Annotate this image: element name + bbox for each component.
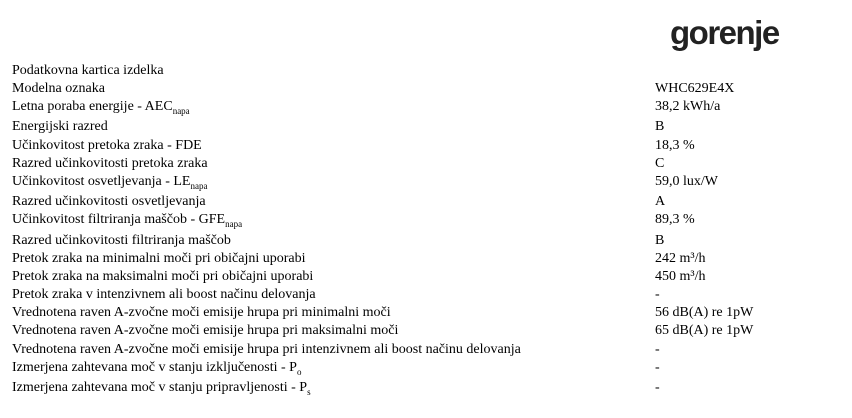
- row-value: -: [655, 380, 660, 395]
- row-label: Učinkovitost osvetljevanja - $LE_{napa}$: [12, 173, 208, 191]
- row-label: Energijski razred: [12, 119, 108, 135]
- table-row: [12, 80, 842, 98]
- row-value: 18,3 %: [655, 137, 695, 153]
- document-title: Podatkovna kartica izdelka: [12, 63, 164, 78]
- row-value: B: [655, 119, 665, 135]
- table-row: [12, 211, 842, 231]
- row-value: A: [655, 194, 666, 210]
- table-row: [12, 304, 842, 322]
- row-label: Pretok zraka na minimalni moči pri običajni uporabi: [12, 250, 306, 266]
- table-row: [12, 98, 842, 118]
- row-value: 242 m³/h: [655, 250, 706, 266]
- row-label: Izmerjena zahtevana moč v stanju pripravljenosti - $P_s$: [12, 380, 311, 397]
- row-label: Razred učinkovitosti pretoka zraka: [12, 155, 208, 171]
- table-row: [12, 232, 842, 250]
- row-label: Vrednotena raven A-zvočne moči emisije hrupa pri intenzivnem ali boost načinu delovanja: [12, 341, 521, 357]
- row-value: 59,0 lux/W: [655, 173, 718, 189]
- row-value: 89,3 %: [655, 212, 695, 228]
- row-label-subscript: napa: [225, 219, 243, 230]
- row-value: C: [655, 155, 665, 171]
- row-label: Pretok zraka na maksimalni moči pri običajni uporabi: [12, 268, 314, 284]
- row-label: Pretok zraka v intenzivnem ali boost načinu delovanja: [12, 287, 316, 303]
- brand-logo: gorenje: [670, 14, 779, 51]
- table-row: [12, 137, 842, 155]
- row-label: Izmerjena zahtevana moč v stanju izključenosti - $P_o$: [12, 359, 302, 377]
- table-row: [12, 359, 842, 379]
- row-label-subscript: napa: [172, 106, 190, 117]
- row-value: 56 dB(A) re 1pW: [655, 305, 754, 321]
- row-label: Letna poraba energije - $AEC_{napa}$: [12, 99, 190, 117]
- row-value: 65 dB(A) re 1pW: [655, 323, 754, 339]
- row-label-subscript: napa: [190, 180, 208, 191]
- table-row: [12, 286, 842, 304]
- row-value: WHC629E4X: [655, 81, 735, 96]
- row-value: -: [655, 287, 660, 303]
- row-label: Razred učinkovitosti osvetljevanja: [12, 194, 206, 210]
- table-row: [12, 193, 842, 211]
- row-label: Razred učinkovitosti filtriranja maščob: [12, 232, 231, 248]
- table-row: [12, 118, 842, 136]
- row-label: Učinkovitost filtriranja maščob - $GFE_{napa}$: [12, 212, 243, 230]
- table-row: [12, 173, 842, 193]
- row-value: -: [655, 341, 660, 357]
- row-value: 38,2 kWh/a: [655, 99, 721, 115]
- row-value: B: [655, 232, 665, 248]
- row-value: 450 m³/h: [655, 268, 706, 284]
- table-row: [12, 155, 842, 173]
- table-row: [12, 268, 842, 286]
- row-label: Učinkovitost pretoka zraka - FDE: [12, 137, 202, 153]
- row-value: -: [655, 359, 660, 375]
- table-row: [12, 250, 842, 268]
- row-label-subscript: o: [296, 366, 302, 377]
- row-label: Vrednotena raven A-zvočne moči emisije hrupa pri maksimalni moči: [12, 323, 399, 339]
- product-data-table: [12, 80, 842, 399]
- table-row: [12, 379, 842, 399]
- row-label: Vrednotena raven A-zvočne moči emisije hrupa pri minimalni moči: [12, 305, 391, 321]
- table-row: [12, 341, 842, 359]
- row-label-subscript: s: [307, 387, 311, 397]
- row-label: Modelna oznaka: [12, 81, 105, 96]
- table-row: [12, 322, 842, 340]
